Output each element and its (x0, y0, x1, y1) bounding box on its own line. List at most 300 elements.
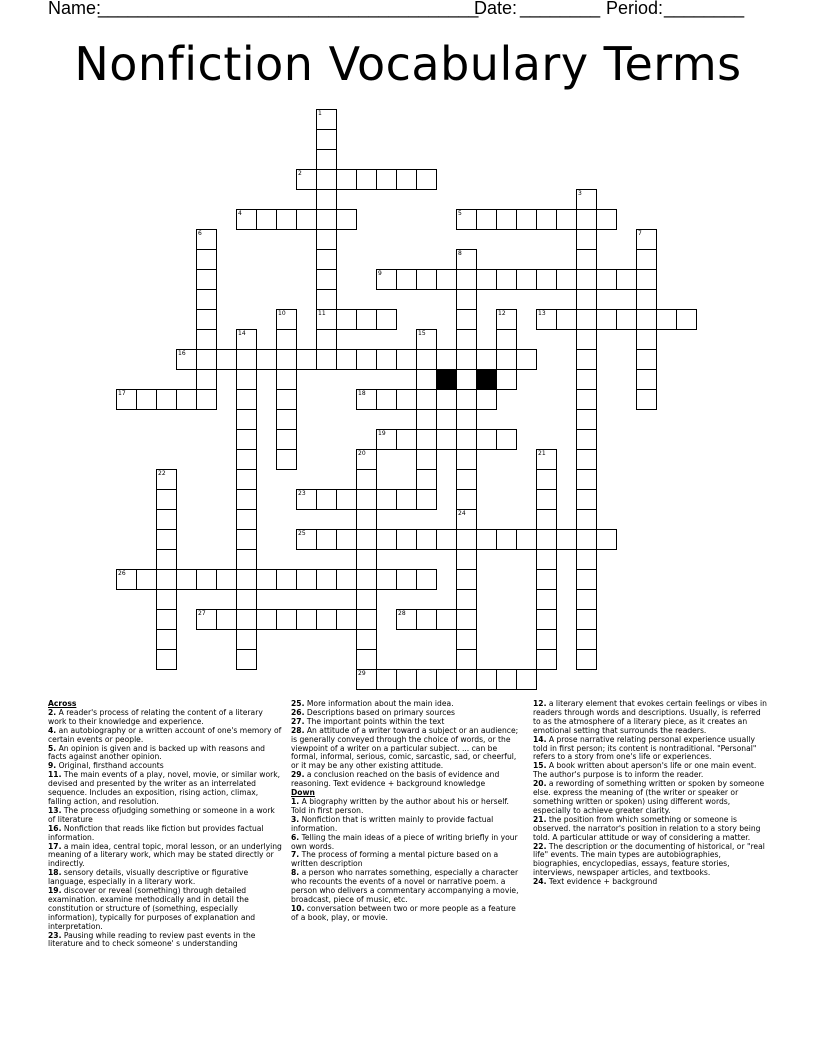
clue-item-text: the position from which something or someone is observed. the narrator's position in relation to a story being told. A particular attitude or way of considering a matter. (533, 814, 761, 842)
crossword-cell[interactable] (316, 289, 337, 310)
crossword-cell[interactable] (456, 569, 477, 590)
crossword-cell[interactable] (216, 349, 237, 370)
crossword-cell[interactable] (536, 489, 557, 510)
crossword-cell[interactable] (236, 329, 257, 350)
crossword-cell[interactable] (196, 369, 217, 390)
clue-number: 19 (378, 430, 386, 437)
crossword-cell[interactable] (436, 609, 457, 630)
crossword-cell[interactable] (416, 269, 437, 290)
crossword-cell[interactable] (356, 469, 377, 490)
crossword-cell[interactable] (316, 529, 337, 550)
crossword-cell[interactable] (496, 529, 517, 550)
crossword-cell[interactable] (576, 329, 597, 350)
crossword-cell[interactable] (256, 349, 277, 370)
crossword-cell[interactable] (236, 349, 257, 370)
crossword-cell[interactable] (376, 269, 397, 290)
crossword-cell[interactable] (456, 369, 477, 390)
crossword-cell[interactable] (396, 389, 417, 410)
crossword-cell[interactable] (196, 569, 217, 590)
name-line[interactable]: ______________________________________ (98, 0, 479, 18)
crossword-cell[interactable] (156, 629, 177, 650)
crossword-cell[interactable] (296, 489, 317, 510)
crossword-cell[interactable] (416, 409, 437, 430)
crossword-cell[interactable] (176, 349, 197, 370)
crossword-cell[interactable] (556, 309, 577, 330)
crossword-cell[interactable] (676, 309, 697, 330)
crossword-cell[interactable] (376, 389, 397, 410)
crossword-cell[interactable] (376, 669, 397, 690)
crossword-cell[interactable] (436, 389, 457, 410)
crossword-cell[interactable] (556, 209, 577, 230)
crossword-cell[interactable] (456, 469, 477, 490)
crossword-cell[interactable] (516, 209, 537, 230)
crossword-cell[interactable] (236, 449, 257, 470)
crossword-cell[interactable] (156, 549, 177, 570)
crossword-cell[interactable] (216, 569, 237, 590)
crossword-cell[interactable] (456, 449, 477, 470)
crossword-cell[interactable] (236, 649, 257, 670)
clue-item (48, 932, 282, 950)
crossword-cell[interactable] (336, 349, 357, 370)
crossword-cell[interactable] (336, 609, 357, 630)
crossword-cell[interactable] (636, 349, 657, 370)
crossword-cell[interactable] (636, 369, 657, 390)
crossword-cell[interactable] (416, 669, 437, 690)
clue-item-text: conversation between two or more people as a feature of a book, play, or movie. (291, 903, 516, 922)
crossword-cell[interactable] (236, 609, 257, 630)
crossword-cell[interactable] (376, 309, 397, 330)
crossword-cell[interactable] (416, 389, 437, 410)
crossword-cell[interactable] (296, 349, 317, 370)
crossword-cell[interactable] (196, 349, 217, 370)
crossword-cell[interactable] (316, 489, 337, 510)
crossword-cell[interactable] (536, 569, 557, 590)
crossword-cell[interactable] (116, 569, 137, 590)
clue-item-text: An opinion is given and is backed up with reasons and facts against another opinion. (48, 743, 265, 762)
clue-item (291, 798, 525, 816)
crossword-cell[interactable] (276, 349, 297, 370)
crossword-cell[interactable] (636, 329, 657, 350)
clue-number: 24 (458, 510, 466, 517)
crossword-cell[interactable] (276, 329, 297, 350)
crossword-cell[interactable] (476, 669, 497, 690)
crossword-cell[interactable] (236, 369, 257, 390)
crossword-cell[interactable] (136, 569, 157, 590)
crossword-cell[interactable] (436, 269, 457, 290)
clue-number: 27 (198, 610, 206, 617)
crossword-cell[interactable] (296, 529, 317, 550)
crossword-cell[interactable] (356, 649, 377, 670)
clue-item-text: A biography written by the author about his or herself. Told in first person. (291, 796, 509, 815)
crossword-cell[interactable] (176, 569, 197, 590)
crossword-cell[interactable] (356, 529, 377, 550)
crossword-cell[interactable] (456, 509, 477, 530)
crossword-cell[interactable] (356, 509, 377, 530)
crossword-cell[interactable] (396, 349, 417, 370)
clue-item (533, 878, 767, 887)
crossword-cell[interactable] (416, 169, 437, 190)
date-line[interactable]: ________ (520, 0, 601, 18)
crossword-cell[interactable] (576, 489, 597, 510)
crossword-cell[interactable] (456, 669, 477, 690)
crossword-cell[interactable] (156, 569, 177, 590)
crossword-cell[interactable] (576, 469, 597, 490)
crossword-cell[interactable] (356, 389, 377, 410)
crossword-cell[interactable] (596, 269, 617, 290)
crossword-cell[interactable] (396, 169, 417, 190)
clue-item-text: a rewording of something written or spoken by someone else. express the meaning of (the writer or speaker or something written or spoken) using different words, especially to achieve greater clarity. (533, 779, 765, 815)
crossword-cell[interactable] (236, 489, 257, 510)
crossword-cell[interactable] (536, 649, 557, 670)
crossword-cell[interactable] (536, 549, 557, 570)
crossword-cell[interactable] (236, 429, 257, 450)
clue-item-number: 20. (533, 779, 547, 789)
crossword-cell[interactable] (436, 429, 457, 450)
crossword-cell[interactable] (456, 269, 477, 290)
crossword-cell[interactable] (196, 309, 217, 330)
crossword-cell[interactable] (536, 629, 557, 650)
crossword-cell[interactable] (536, 469, 557, 490)
crossword-cell[interactable] (576, 189, 597, 210)
clue-item (533, 843, 767, 879)
crossword-cell[interactable] (276, 429, 297, 450)
clue-item-number: 2. (48, 707, 57, 717)
clue-item-number: 1. (291, 796, 300, 806)
crossword-cell[interactable] (156, 389, 177, 410)
crossword-cell[interactable] (596, 309, 617, 330)
crossword-cell[interactable] (636, 269, 657, 290)
crossword-cell[interactable] (456, 629, 477, 650)
crossword-cell[interactable] (316, 209, 337, 230)
crossword-cell[interactable] (656, 309, 677, 330)
crossword-cell[interactable] (356, 489, 377, 510)
crossword-cell[interactable] (276, 309, 297, 330)
crossword-cell[interactable] (316, 309, 337, 330)
crossword-cell[interactable] (236, 509, 257, 530)
crossword-cell[interactable] (556, 269, 577, 290)
crossword-cell[interactable] (636, 389, 657, 410)
crossword-cell[interactable] (496, 669, 517, 690)
crossword-cell[interactable] (356, 169, 377, 190)
crossword-cell[interactable] (356, 669, 377, 690)
crossword-cell[interactable] (496, 429, 517, 450)
crossword-cell[interactable] (456, 429, 477, 450)
crossword-cell[interactable] (196, 389, 217, 410)
crossword-cell[interactable] (496, 369, 517, 390)
crossword-cell[interactable] (316, 249, 337, 270)
crossword-cell[interactable] (476, 529, 497, 550)
crossword-cell[interactable] (316, 149, 337, 170)
crossword-cell[interactable] (436, 529, 457, 550)
crossword-cell[interactable] (576, 409, 597, 430)
crossword-cell[interactable] (456, 349, 477, 370)
crossword-cell[interactable] (316, 189, 337, 210)
crossword-cell[interactable] (236, 629, 257, 650)
crossword-cell[interactable] (296, 569, 317, 590)
crossword-cell[interactable] (156, 469, 177, 490)
crossword-cell[interactable] (216, 609, 237, 630)
crossword-cell[interactable] (176, 389, 197, 410)
clue-item-number: 6. (291, 832, 300, 842)
crossword-cell[interactable] (156, 609, 177, 630)
crossword-cell[interactable] (316, 169, 337, 190)
crossword-cell[interactable] (576, 529, 597, 550)
period-line[interactable]: ________ (664, 0, 745, 18)
clues-column-3 (533, 700, 767, 887)
crossword-cell[interactable] (576, 369, 597, 390)
crossword-cell[interactable] (256, 209, 277, 230)
crossword-cell[interactable] (236, 409, 257, 430)
crossword-cell[interactable] (316, 269, 337, 290)
crossword-cell[interactable] (296, 209, 317, 230)
crossword-cell[interactable] (456, 589, 477, 610)
crossword-cell[interactable] (556, 529, 577, 550)
crossword-cell[interactable] (536, 509, 557, 530)
clue-item-number: 5. (48, 743, 57, 753)
crossword-cell[interactable] (316, 569, 337, 590)
crossword-cell[interactable] (496, 349, 517, 370)
crossword-cell[interactable] (156, 529, 177, 550)
clue-item-text: Nonfiction that is written mainly to provide factual information. (291, 814, 494, 833)
crossword-cell[interactable] (576, 629, 597, 650)
crossword-cell[interactable] (276, 609, 297, 630)
crossword-cell[interactable] (576, 269, 597, 290)
crossword-cell[interactable] (256, 609, 277, 630)
crossword-cell[interactable] (276, 449, 297, 470)
crossword-cell[interactable] (236, 389, 257, 410)
clue-number: 10 (278, 310, 286, 317)
crossword-cell[interactable] (376, 489, 397, 510)
crossword-cell[interactable] (476, 429, 497, 450)
crossword-cell[interactable] (396, 569, 417, 590)
crossword-cell[interactable] (496, 269, 517, 290)
across-heading: Across (48, 699, 77, 708)
crossword-cell[interactable] (616, 269, 637, 290)
crossword-cell[interactable] (316, 109, 337, 130)
crossword-cell[interactable] (456, 409, 477, 430)
crossword-cell[interactable] (416, 369, 437, 390)
crossword-cell[interactable] (396, 669, 417, 690)
crossword-cell[interactable] (416, 609, 437, 630)
crossword-cell[interactable] (576, 429, 597, 450)
clue-number: 6 (198, 230, 202, 237)
crossword-cell[interactable] (456, 249, 477, 270)
crossword-cell[interactable] (396, 269, 417, 290)
crossword-cell[interactable] (376, 169, 397, 190)
crossword-cell[interactable] (336, 529, 357, 550)
crossword-cell[interactable] (376, 349, 397, 370)
crossword-cell[interactable] (616, 309, 637, 330)
crossword-cell[interactable] (276, 569, 297, 590)
crossword-cell[interactable] (416, 429, 437, 450)
crossword-cell[interactable] (516, 669, 537, 690)
crossword-cell[interactable] (236, 589, 257, 610)
crossword-cell[interactable] (536, 529, 557, 550)
crossword-cell[interactable] (576, 569, 597, 590)
date-label: Date: (474, 0, 518, 18)
crossword-cell[interactable] (296, 609, 317, 630)
crossword-cell[interactable] (396, 489, 417, 510)
crossword-cell[interactable] (576, 609, 597, 630)
clue-number: 29 (358, 670, 366, 677)
crossword-cell[interactable] (536, 309, 557, 330)
crossword-cell[interactable] (456, 389, 477, 410)
down-heading: Down (291, 788, 315, 798)
crossword-cell[interactable] (416, 489, 437, 510)
crossword-cell[interactable] (576, 249, 597, 270)
crossword-cell[interactable] (316, 229, 337, 250)
crossword-cell[interactable] (516, 269, 537, 290)
crossword-cell[interactable] (636, 289, 657, 310)
crossword-cell[interactable] (196, 269, 217, 290)
crossword-cell[interactable] (536, 449, 557, 470)
crossword-cell[interactable] (456, 209, 477, 230)
crossword-cell[interactable] (316, 129, 337, 150)
name-label: Name: (48, 0, 102, 18)
crossword-cell[interactable] (236, 469, 257, 490)
crossword-cell[interactable] (356, 449, 377, 470)
crossword-cell[interactable] (336, 309, 357, 330)
crossword-cell[interactable] (336, 569, 357, 590)
clue-number: 11 (318, 310, 326, 317)
crossword-cell[interactable] (356, 349, 377, 370)
crossword-cell[interactable] (396, 609, 417, 630)
crossword-cell[interactable] (456, 489, 477, 510)
clue-number: 22 (158, 470, 166, 477)
crossword-cell[interactable] (536, 209, 557, 230)
crossword-cell[interactable] (496, 209, 517, 230)
clue-number: 28 (398, 610, 406, 617)
crossword-cell[interactable] (236, 529, 257, 550)
crossword-cell[interactable] (236, 549, 257, 570)
crossword-cell[interactable] (416, 349, 437, 370)
crossword-cell[interactable] (416, 469, 437, 490)
crossword-cell[interactable] (316, 609, 337, 630)
clue-item (533, 736, 767, 763)
crossword-cell[interactable] (456, 309, 477, 330)
crossword-cell[interactable] (576, 649, 597, 670)
crossword-cell[interactable] (416, 449, 437, 470)
clue-number: 5 (458, 210, 462, 217)
crossword-cell[interactable] (456, 549, 477, 570)
clue-item-text: sensory details, visually descriptive or figurative language, especially in a literary work. (48, 868, 249, 887)
crossword-cell[interactable] (196, 229, 217, 250)
crossword-cell[interactable] (436, 349, 457, 370)
clue-item-text: A prose narrative relating personal experience usually told in first person; its content is nontraditional. "Personal" refers to a story from one's life or experiences. (533, 734, 757, 762)
crossword-cell[interactable] (316, 329, 337, 350)
crossword-cell[interactable] (116, 389, 137, 410)
crossword-cell[interactable] (436, 669, 457, 690)
crossword-cell[interactable] (596, 529, 617, 550)
crossword-cell[interactable] (536, 269, 557, 290)
crossword-cell[interactable] (576, 389, 597, 410)
crossword-cell[interactable] (456, 329, 477, 350)
crossword-cell[interactable] (276, 209, 297, 230)
clue-item-text: a person who narrates something, especially a character who recounts the events of a novel or narrative poem. a person who delivers a commentary accompanying a movie, broadcast, piece of music, etc. (291, 868, 519, 904)
crossword-cell[interactable] (276, 389, 297, 410)
crossword-cell[interactable] (576, 309, 597, 330)
crossword-cell[interactable] (236, 569, 257, 590)
crossword-cell[interactable] (576, 209, 597, 230)
crossword-cell[interactable] (636, 249, 657, 270)
clue-number: 25 (298, 530, 306, 537)
crossword-cell[interactable] (416, 329, 437, 350)
crossword-cell[interactable] (416, 529, 437, 550)
crossword-cell[interactable] (496, 309, 517, 330)
crossword-cell[interactable] (156, 489, 177, 510)
crossword-cell[interactable] (536, 609, 557, 630)
crossword-cell[interactable] (256, 569, 277, 590)
crossword-cell[interactable] (576, 549, 597, 570)
crossword-cell[interactable] (476, 389, 497, 410)
crossword-cell[interactable] (196, 249, 217, 270)
crossword-cell[interactable] (356, 549, 377, 570)
crossword-cell[interactable] (456, 609, 477, 630)
crossword-cell[interactable] (496, 329, 517, 350)
crossword-cell[interactable] (456, 289, 477, 310)
crossword-cell[interactable] (396, 529, 417, 550)
crossword-cell[interactable] (636, 309, 657, 330)
crossword-cell[interactable] (576, 449, 597, 470)
crossword-cell[interactable] (396, 429, 417, 450)
crossword-cell[interactable] (356, 309, 377, 330)
crossword-cell[interactable] (356, 569, 377, 590)
crossword-cell[interactable] (476, 269, 497, 290)
crossword-cell[interactable] (376, 529, 397, 550)
crossword-cell[interactable] (356, 629, 377, 650)
crossword-cell[interactable] (596, 209, 617, 230)
crossword-cell[interactable] (636, 229, 657, 250)
crossword-cell[interactable] (416, 569, 437, 590)
crossword-cell[interactable] (136, 389, 157, 410)
crossword-cell[interactable] (336, 209, 357, 230)
crossword-cell[interactable] (576, 349, 597, 370)
crossword-cell[interactable] (316, 349, 337, 370)
clue-item-text: Descriptions based on primary sources (304, 707, 456, 717)
crossword-cell[interactable] (356, 589, 377, 610)
crossword-cell[interactable] (196, 289, 217, 310)
crossword-cell[interactable] (336, 489, 357, 510)
crossword-cell[interactable] (576, 509, 597, 530)
crossword-cell[interactable] (516, 349, 537, 370)
crossword-cell[interactable] (336, 169, 357, 190)
crossword-cell[interactable] (456, 649, 477, 670)
crossword-cell[interactable] (276, 409, 297, 430)
crossword-cell[interactable] (156, 589, 177, 610)
clue-item-number: 18. (48, 868, 62, 878)
crossword-cell[interactable] (376, 429, 397, 450)
crossword-cell[interactable] (296, 169, 317, 190)
crossword-cell[interactable] (536, 589, 557, 610)
crossword-cell[interactable] (376, 569, 397, 590)
crossword-cell[interactable] (576, 229, 597, 250)
crossword-cell[interactable] (236, 209, 257, 230)
crossword-cell[interactable] (476, 349, 497, 370)
crossword-cell[interactable] (456, 529, 477, 550)
crossword-cell[interactable] (356, 609, 377, 630)
crossword-cell[interactable] (576, 289, 597, 310)
crossword-cell[interactable] (476, 209, 497, 230)
crossword-cell[interactable] (196, 329, 217, 350)
crossword-cell[interactable] (276, 369, 297, 390)
crossword-cell[interactable] (196, 609, 217, 630)
clue-item (533, 700, 767, 736)
clue-number: 26 (118, 570, 126, 577)
crossword-cell[interactable] (156, 509, 177, 530)
crossword-cell[interactable] (156, 649, 177, 670)
crossword-cell[interactable] (576, 589, 597, 610)
crossword-cell[interactable] (516, 529, 537, 550)
